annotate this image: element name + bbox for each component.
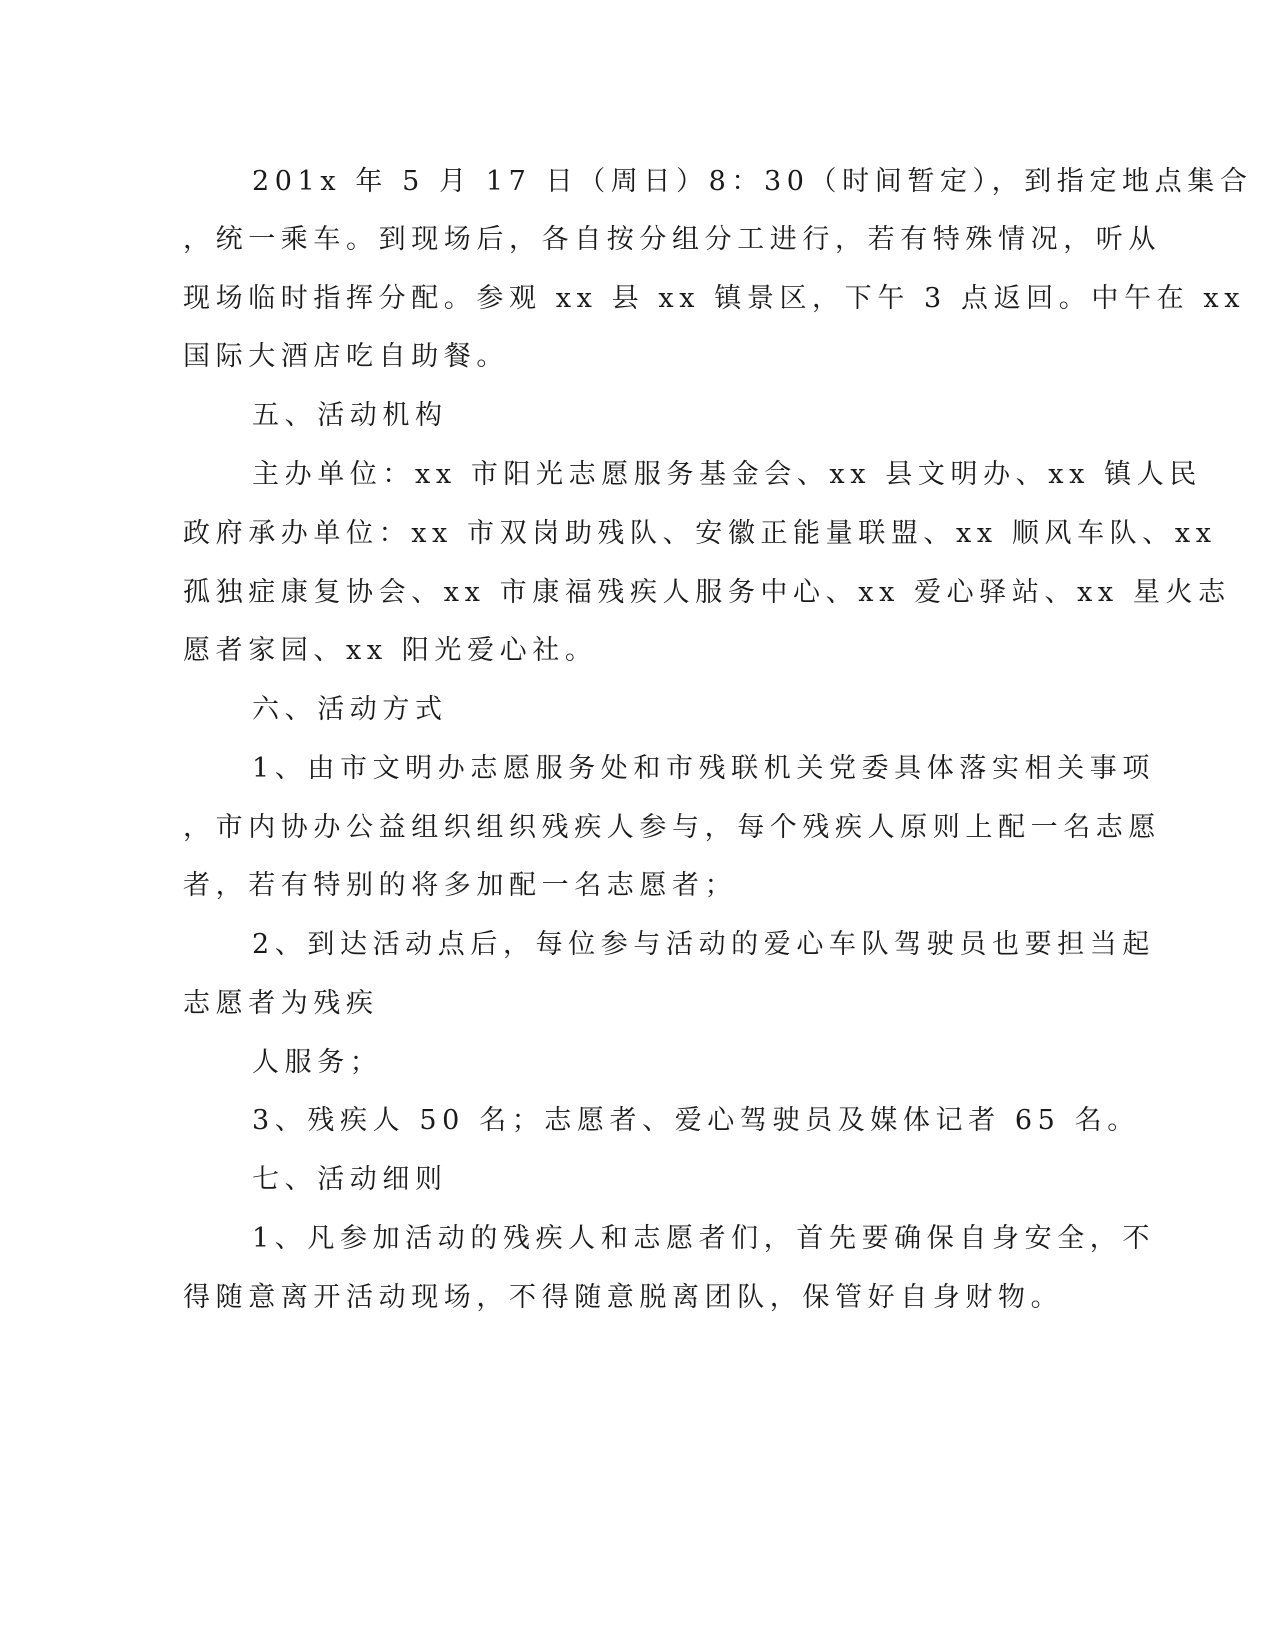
text-line: 得随意离开活动现场，不得随意脱离团队，保管好自身财物。 (183, 1282, 1064, 1313)
text-line: 政府承办单位：xx 市双岗助残队、安徽正能量联盟、xx 顺风车队、xx (183, 518, 1217, 549)
text-line: 国际大酒店吃自助餐。 (183, 341, 509, 372)
text-line: 现场临时指挥分配。参观 xx 县 xx 镇景区，下午 3 点返回。中午在 xx (183, 283, 1246, 314)
text-line: 主办单位：xx 市阳光志愿服务基金会、xx 县文明办、xx 镇人民 (252, 459, 1202, 490)
text-line: 1、由市文明办志愿服务处和市残联机关党委具体落实相关事项 (252, 753, 1155, 784)
text-line: 201x 年 5 月 17 日（周日）8：30（时间暂定），到指定地点集合 (252, 166, 1253, 197)
text-line: 人服务； (252, 1047, 383, 1078)
text-line: 2、到达活动点后，每位参与活动的爱心车队驾驶员也要担当起 (252, 929, 1155, 960)
text-line: 3、残疾人 50 名；志愿者、爱心驾驶员及媒体记者 65 名。 (252, 1105, 1140, 1136)
text-line: 1、凡参加活动的残疾人和志愿者们，首先要确保自身安全，不 (252, 1223, 1155, 1254)
text-line: 愿者家园、xx 阳光爱心社。 (183, 635, 598, 666)
section-heading: 六、活动方式 (252, 694, 448, 725)
text-line: 者，若有特别的将多加配一名志愿者； (183, 870, 738, 901)
text-line: ，市内协办公益组织组织残疾人参与，每个残疾人原则上配一名志愿 (183, 812, 1161, 843)
section-heading: 七、活动细则 (252, 1164, 448, 1195)
text-line: ，统一乘车。到现场后，各自按分组分工进行，若有特殊情况，听从 (183, 224, 1161, 255)
text-line: 志愿者为残疾 (183, 988, 379, 1019)
text-line: 孤独症康复协会、xx 市康福残疾人服务中心、xx 爱心驿站、xx 星火志 (183, 577, 1231, 608)
section-heading: 五、活动机构 (252, 400, 448, 431)
